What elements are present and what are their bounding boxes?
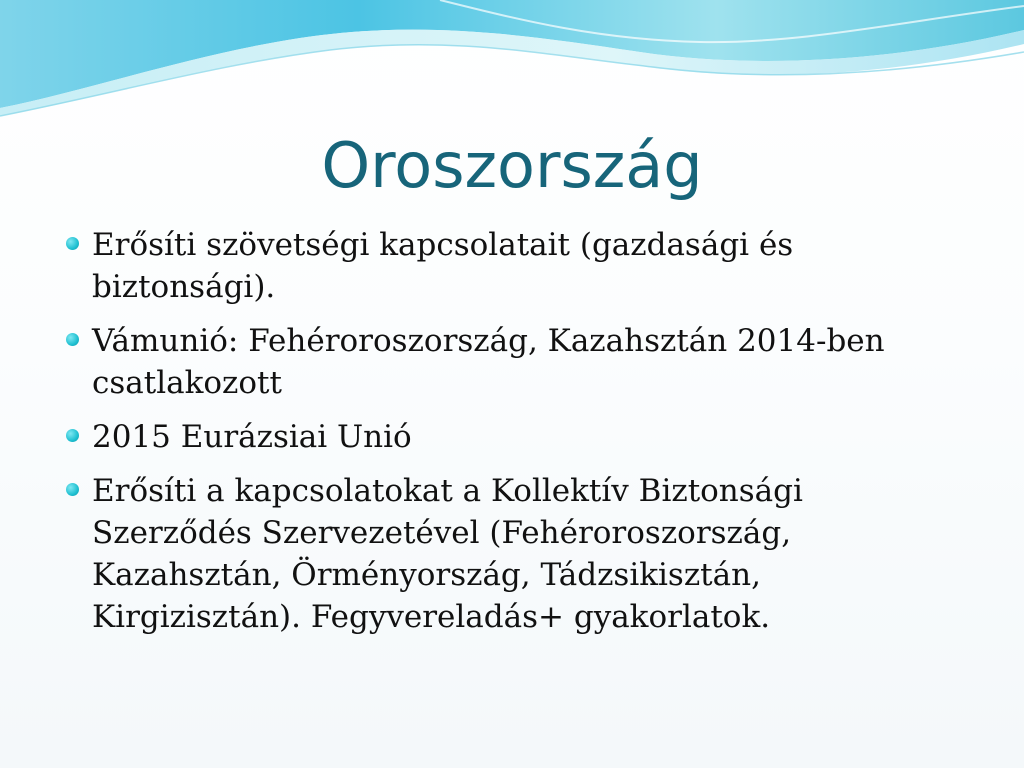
bullet-text: Erősíti a kapcsolatokat a Kollektív Biztonsági Szerződés Szervezetével (Fehéroroszország, Kazahsztán, Örményország, Tádzsikisztán, Kirgizisztán). Fegyvereladás+ gyakorlatok. — [92, 473, 803, 635]
bullet-dot-icon — [66, 333, 79, 346]
bullet-item — [64, 320, 924, 404]
bullet-item — [64, 416, 924, 458]
bullet-dot-icon — [66, 483, 79, 496]
slide-title: Oroszország — [321, 129, 703, 202]
decorative-wave-header — [0, 0, 1024, 120]
bullet-item — [64, 470, 924, 638]
bullet-dot-icon — [66, 237, 79, 250]
bullet-dot-icon — [66, 429, 79, 442]
bullet-text: Erősíti szövetségi kapcsolatait (gazdasági és biztonsági). — [92, 227, 794, 305]
bullet-list — [64, 224, 924, 650]
bullet-text: 2015 Eurázsiai Unió — [92, 419, 412, 455]
bullet-text: Vámunió: Fehéroroszország, Kazahsztán 2014-ben csatlakozott — [92, 323, 885, 401]
bullet-item — [64, 224, 924, 308]
